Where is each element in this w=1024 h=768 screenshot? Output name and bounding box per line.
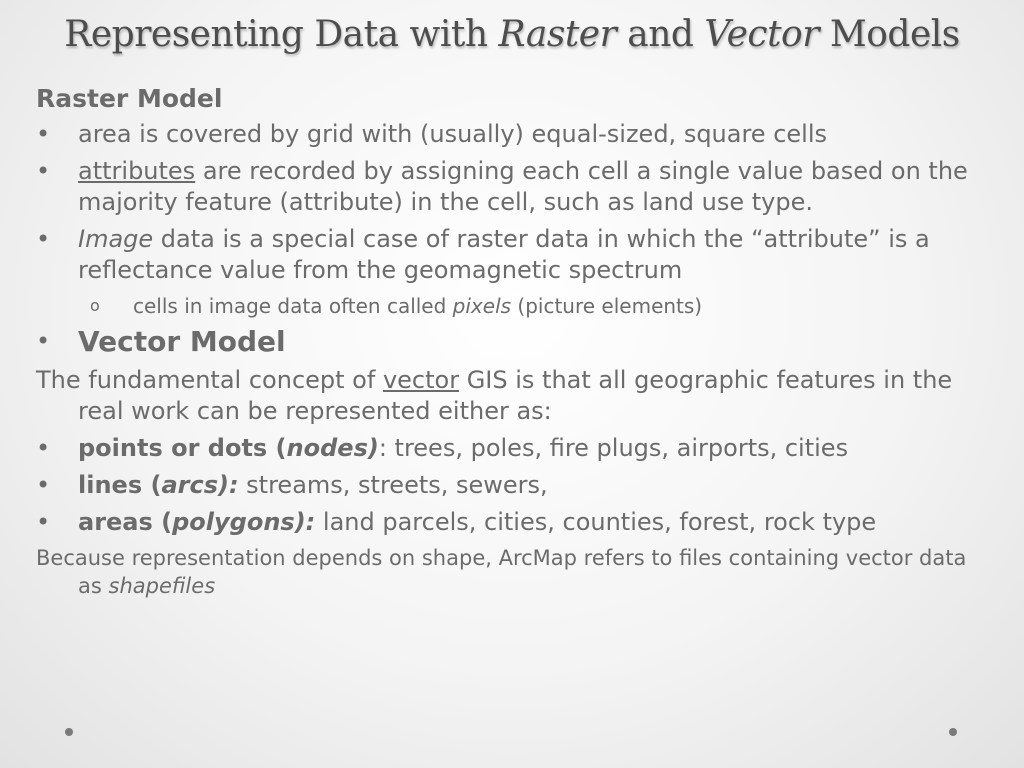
slide-title — [0, 14, 1024, 55]
title-raster: Raster — [498, 14, 617, 55]
sub-bullet-icon: o — [90, 296, 100, 315]
bullet-icon: • — [36, 434, 51, 462]
title-models: Models — [818, 14, 960, 55]
title-and: and — [616, 14, 705, 55]
raster-heading: Raster Model — [36, 84, 223, 113]
image-term: Image — [78, 225, 154, 253]
attributes-link[interactable]: attributes — [78, 157, 196, 185]
slide-content — [36, 80, 976, 606]
vector-bullet-lines — [36, 470, 976, 501]
lines-term: lines ( — [78, 471, 162, 499]
vector-intro — [36, 365, 976, 427]
bullet-icon: • — [36, 327, 51, 355]
sub-bullet-text: (picture elements) — [511, 294, 703, 318]
title-text: Representing Data with — [64, 14, 499, 55]
title-vector: Vector — [704, 14, 819, 55]
bullet-icon: • — [36, 225, 51, 253]
points-term: points or dots ( — [78, 434, 287, 462]
vector-bullet-points — [36, 433, 976, 464]
bullet-text: area is covered by grid with (usually) equal-sized, square cells — [78, 120, 828, 148]
bullet-icon: • — [36, 508, 51, 536]
note-text: Because representation depends on shape, ArcMap refers to files containing vector data as — [36, 546, 967, 598]
areas-term: areas ( — [78, 508, 173, 536]
shapefiles-note — [36, 544, 976, 600]
raster-bullet-attributes — [36, 156, 976, 218]
arcs-term: arcs): — [161, 471, 239, 499]
raster-bullet-image — [36, 224, 976, 286]
shapefiles-term: shapefiles — [108, 574, 216, 598]
vector-heading-bullet — [36, 326, 976, 359]
vector-heading: Vector Model — [78, 325, 286, 358]
bullet-icon: • — [36, 157, 51, 185]
bullet-icon: • — [36, 120, 51, 148]
raster-bullet-grid — [36, 119, 976, 150]
sub-bullet-text: cells in image data often called — [133, 294, 453, 318]
pixels-term: pixels — [452, 294, 512, 318]
polygons-term: polygons): — [172, 508, 316, 536]
bullet-icon: • — [36, 471, 51, 499]
vector-bullet-areas — [36, 507, 976, 538]
vector-link[interactable]: vector — [382, 366, 460, 394]
intro-text: GIS is that all geographic features in the real work can be represented either as: — [78, 366, 953, 425]
bullet-text: : trees, poles, fire plugs, airports, cities — [378, 434, 849, 462]
raster-sub-bullet-pixels — [36, 292, 976, 320]
left-corner-dot — [65, 728, 73, 736]
intro-text: The fundamental concept of — [36, 366, 383, 394]
bullet-text: data is a special case of raster data in which the “attribute” is a reflectance value from the geomagnetic spectrum — [78, 225, 930, 284]
bullet-text: are recorded by assigning each cell a single value based on the majority feature (attribute) in the cell, such as land use type. — [78, 157, 968, 216]
bullet-text: land parcels, cities, counties, forest, rock type — [315, 508, 877, 536]
bullet-text: streams, streets, sewers, — [238, 471, 548, 499]
nodes-term: nodes) — [286, 434, 379, 462]
right-corner-dot — [949, 728, 957, 736]
